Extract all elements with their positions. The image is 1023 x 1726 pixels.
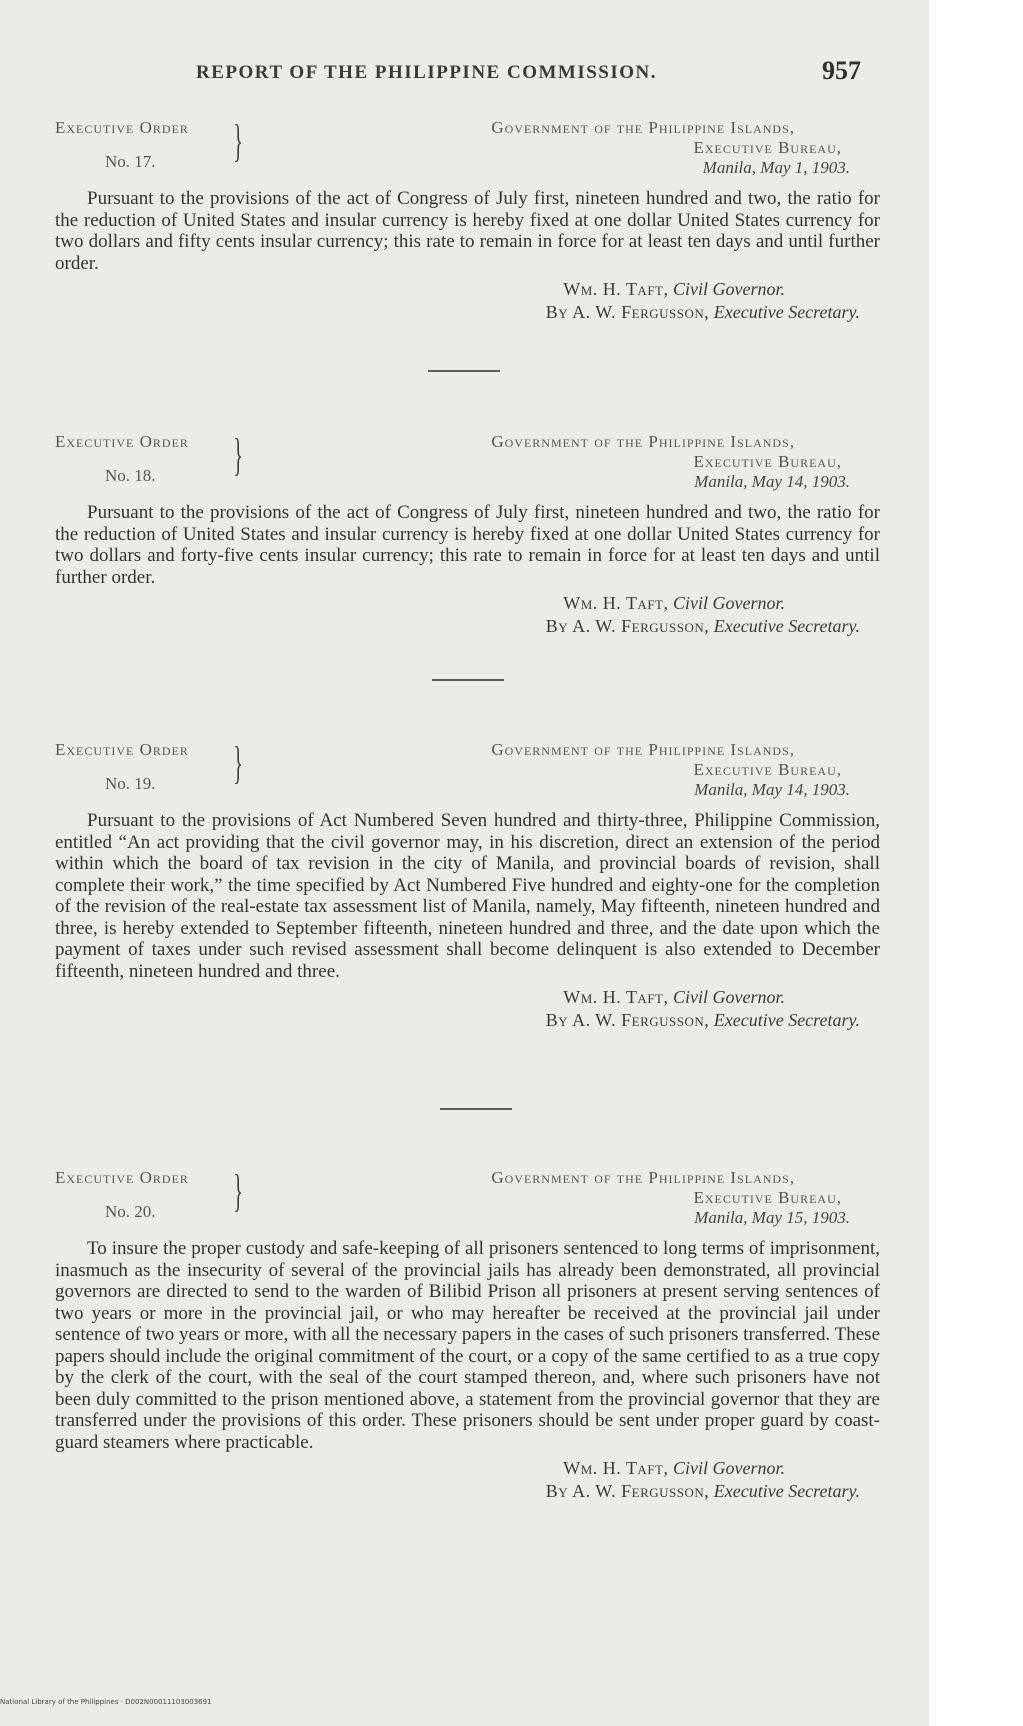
executive-order-20 — [55, 1165, 880, 1503]
countersign-title: Executive Secretary. — [713, 1481, 860, 1501]
signature-block — [55, 986, 880, 1032]
countersign-name: By A. W. Fergusson, — [545, 1010, 710, 1030]
government-line: Government of the Philippine Islands, — [491, 740, 795, 759]
order-body: Pursuant to the provisions of Act Numbered Seven hundred and thirty-three, Philippine Commission, entitled “An act providing that the civil governor may, in his discretion, direct an extension of the period within which the board of tax revision in the city of Manila, and provincial boards of revision, shall complete their work,” the time specified by Act Numbered Five hundred and eighty-one for the completion of the revision of the real-estate tax assessment list of Manila, namely, May fifteenth, nineteen hundred and three, is hereby extended to September fifteenth, nineteen hundred and three, and the date upon which the payment of taxes under such revised assessment shall become delinquent is also extended to December fifteenth, nineteen hundred and three. — [55, 810, 880, 982]
signatory-name: Wm. H. Taft, — [563, 1458, 669, 1478]
government-line: Government of the Philippine Islands, — [491, 432, 795, 451]
countersign-name: By A. W. Fergusson, — [545, 616, 710, 636]
brace-icon: } — [233, 115, 244, 166]
order-number: No. 20. — [105, 1202, 156, 1221]
brace-icon: } — [233, 429, 244, 480]
order-number: No. 18. — [105, 466, 156, 485]
bureau-line: Executive Bureau, — [693, 452, 842, 471]
signatory-title: Civil Governor. — [673, 1458, 785, 1478]
dateline: Manila, May 14, 1903. — [694, 472, 850, 491]
order-heading — [55, 737, 880, 810]
running-head — [0, 56, 929, 92]
signatory-name: Wm. H. Taft, — [563, 279, 669, 299]
countersign-name: By A. W. Fergusson, — [545, 1481, 710, 1501]
page-number: 957 — [822, 56, 861, 85]
executive-order-19 — [55, 737, 880, 1032]
order-heading — [55, 429, 880, 502]
dateline: Manila, May 14, 1903. — [694, 780, 850, 799]
signatory-name: Wm. H. Taft, — [563, 593, 669, 613]
bureau-line: Executive Bureau, — [693, 760, 842, 779]
executive-order-17 — [55, 115, 880, 324]
executive-order-18 — [55, 429, 880, 638]
order-heading — [55, 115, 880, 188]
countersign-title: Executive Secretary. — [713, 616, 860, 636]
order-label: Executive Order — [55, 432, 189, 451]
order-body: Pursuant to the provisions of the act of Congress of July first, nineteen hundred and two, the ratio for the reduction of United States and insular currency is hereby fixed at one dollar United States currency for two dollars and forty-five cents insular currency; this rate to remain in force for at least ten days and until further order. — [55, 502, 880, 588]
signature-block — [55, 278, 880, 324]
running-head-title: REPORT OF THE PHILIPPINE COMMISSION. — [196, 62, 658, 83]
countersign-title: Executive Secretary. — [713, 1010, 860, 1030]
government-line: Government of the Philippine Islands, — [491, 118, 795, 137]
signature-block — [55, 592, 880, 638]
bureau-line: Executive Bureau, — [693, 138, 842, 157]
government-line: Government of the Philippine Islands, — [491, 1168, 795, 1187]
order-heading — [55, 1165, 880, 1238]
section-divider — [440, 1108, 512, 1110]
countersign-name: By A. W. Fergusson, — [545, 302, 710, 322]
dateline: Manila, May 1, 1903. — [702, 158, 850, 177]
order-body: Pursuant to the provisions of the act of Congress of July first, nineteen hundred and two, the ratio for the reduction of United States and insular currency is hereby fixed at one dollar United States currency for two dollars and fifty cents insular currency; this rate to remain in force for at least ten days and until further order. — [55, 188, 880, 274]
signatory-title: Civil Governor. — [673, 593, 785, 613]
order-label: Executive Order — [55, 740, 189, 759]
signature-block — [55, 1457, 880, 1503]
order-label: Executive Order — [55, 118, 189, 137]
signatory-title: Civil Governor. — [673, 279, 785, 299]
section-divider — [432, 679, 504, 681]
scan-source-footer: National Library of the Philippines · D002N00011103003691 — [0, 1698, 212, 1706]
order-label: Executive Order — [55, 1168, 189, 1187]
brace-icon: } — [233, 1165, 244, 1216]
order-number: No. 17. — [105, 152, 156, 171]
section-divider — [428, 370, 500, 372]
dateline: Manila, May 15, 1903. — [694, 1208, 850, 1227]
order-body: To insure the proper custody and safe-keeping of all prisoners sentenced to long terms of imprisonment, inasmuch as the insecurity of several of the provincial jails has already been demonstrated, all provincial governors are directed to send to the warden of Bilibid Prison all prisoners at present serving sentences of two years or more in the provincial jail, or who may hereafter be received at the provincial jail under sentence of two years or more, with all the necessary papers in the cases of such prisoners transferred. These papers should include the original commitment of the court, or a copy of the same certified to as a true copy by the clerk of the court, with the seal of the court stamped thereon, and, where such prisoners have not been duly committed to the prison mentioned above, a statement from the provincial governor that they are transferred under the provisions of this order. These prisoners should be sent under proper guard by coast-guard steamers where practicable. — [55, 1238, 880, 1453]
signatory-name: Wm. H. Taft, — [563, 987, 669, 1007]
order-number: No. 19. — [105, 774, 156, 793]
bureau-line: Executive Bureau, — [693, 1188, 842, 1207]
signatory-title: Civil Governor. — [673, 987, 785, 1007]
brace-icon: } — [233, 737, 244, 788]
countersign-title: Executive Secretary. — [713, 302, 860, 322]
